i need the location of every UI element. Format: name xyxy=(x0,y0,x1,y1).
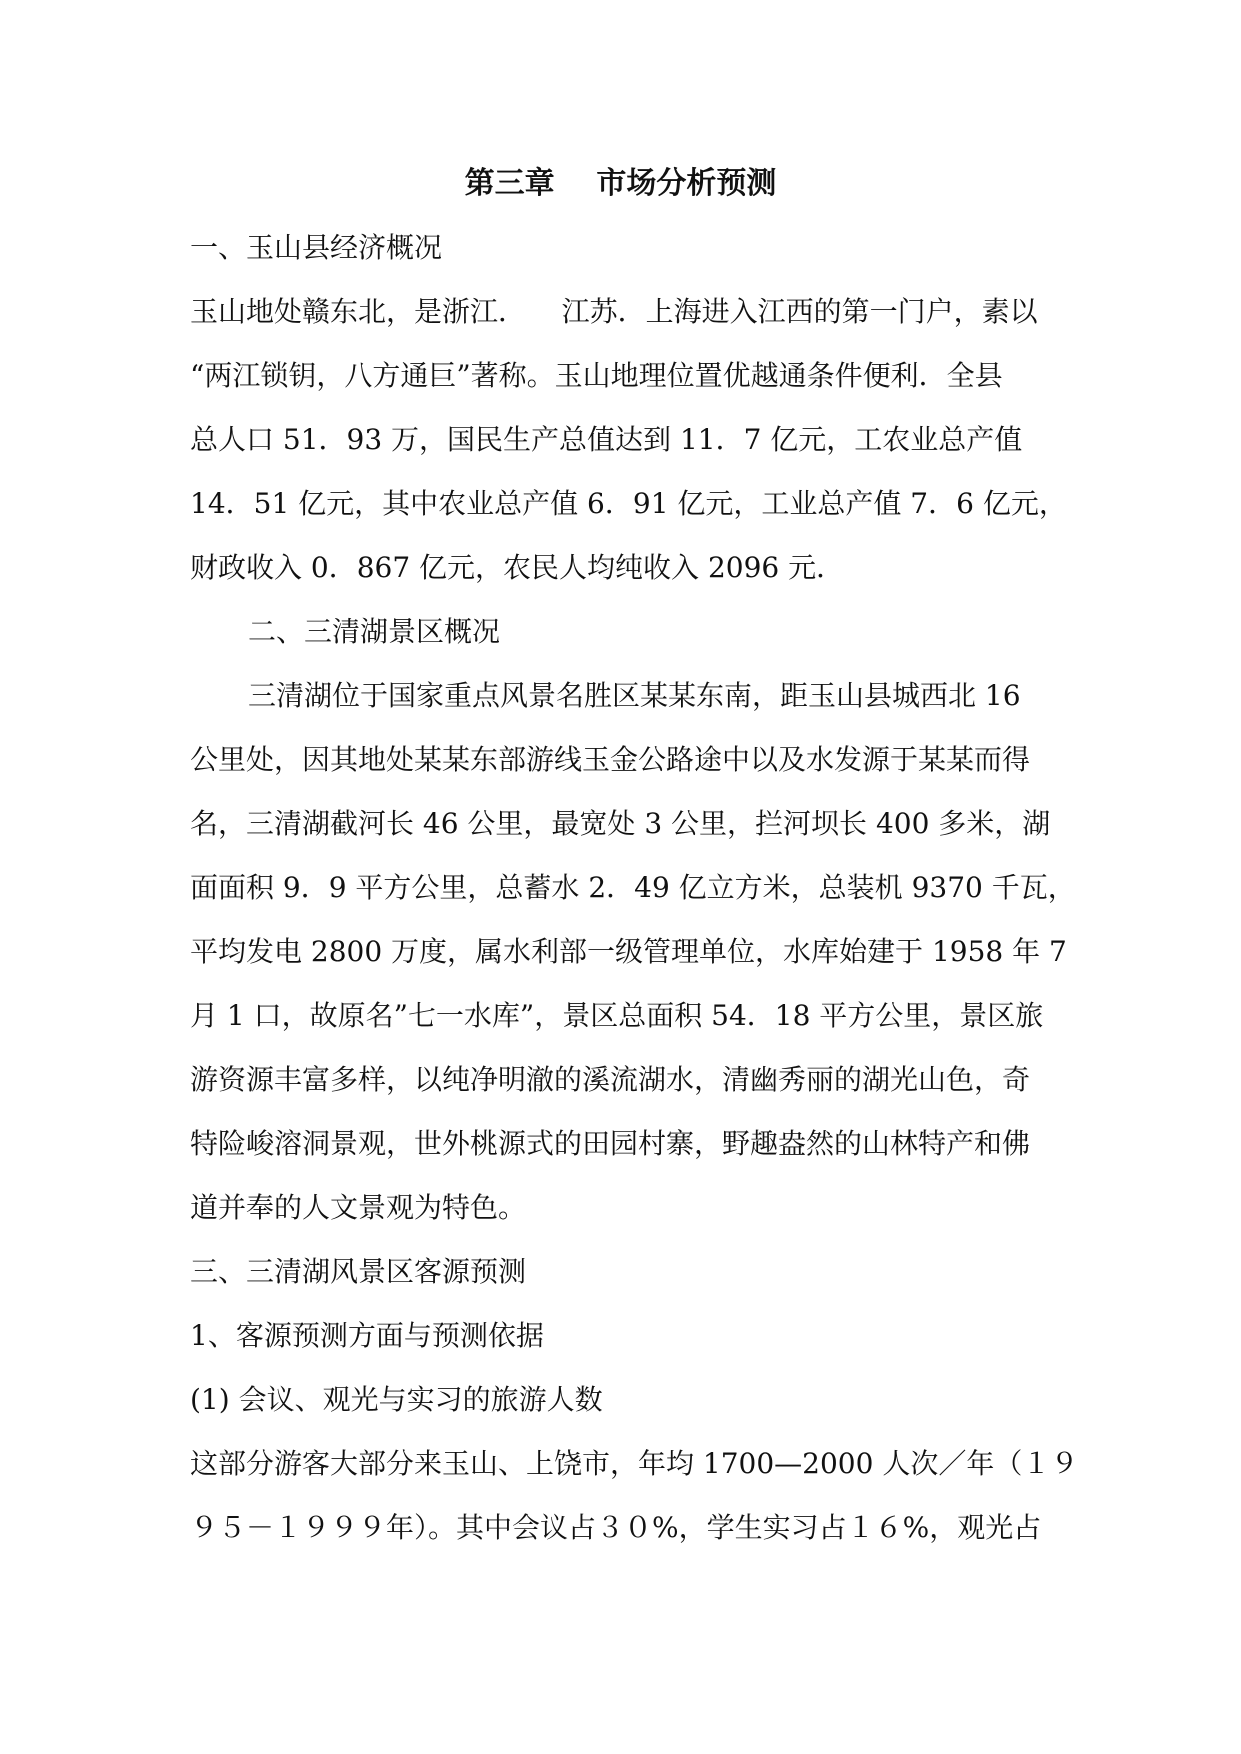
paragraph-line: 平均发电 2800 万度，属水利部一级管理单位，水库始建于 1958 年 7 xyxy=(190,935,1067,968)
section-heading-scenic: 二、三清湖景区概况 xyxy=(248,615,501,648)
paragraph-line: 三清湖位于国家重点风景名胜区某某东南，距玉山县城西北 16 xyxy=(248,679,1021,712)
paragraph-line: “两江锁钥，八方通巨”著称。玉山地理位置优越通条件便利．全县 xyxy=(190,359,1003,392)
chapter-title: 第三章 市场分析预测 xyxy=(464,166,777,201)
paragraph-line: 面面积 9．9 平方公里，总蓄水 2．49 亿立方米，总装机 9370 千瓦， xyxy=(190,871,1076,904)
paragraph-line: 特险峻溶洞景观，世外桃源式的田园村寨，野趣盎然的山林特产和佛 xyxy=(190,1127,1031,1160)
subsection-heading: (1) 会议、观光与实习的旅游人数 xyxy=(190,1383,603,1416)
subsection-heading: 1、客源预测方面与预测依据 xyxy=(190,1319,544,1352)
section-heading-forecast: 三、三清湖风景区客源预测 xyxy=(190,1255,527,1288)
paragraph-line: ９５－１９９９年）。其中会议占３０%，学生实习占１６%，观光占 xyxy=(190,1511,1042,1544)
paragraph-line: 这部分游客大部分来玉山、上饶市，年均 1700—2000 人次／年（１９ xyxy=(190,1447,1079,1480)
paragraph-line: 公里处，因其地处某某东部游线玉金公路途中以及水发源于某某而得 xyxy=(190,743,1031,776)
paragraph-line: 月 1 口，故原名”七一水库”，景区总面积 54．18 平方公里，景区旅 xyxy=(190,999,1044,1032)
paragraph-line: 14．51 亿元，其中农业总产值 6．91 亿元，工业总产值 7．6 亿元， xyxy=(190,487,1067,520)
paragraph-line: 名，三清湖截河长 46 公里，最宽处 3 公里，拦河坝长 400 多米，湖 xyxy=(190,807,1051,840)
paragraph-line: 财政收入 0．867 亿元，农民人均纯收入 2096 元． xyxy=(190,551,845,584)
paragraph-line: 玉山地处赣东北，是浙江． 江苏．上海进入江西的第一门户，素以 xyxy=(190,295,1038,328)
paragraph-line: 道并奉的人文景观为特色。 xyxy=(190,1191,527,1224)
paragraph-line: 游资源丰富多样，以纯净明澈的溪流湖水，清幽秀丽的湖光山色，奇 xyxy=(190,1063,1031,1096)
paragraph-line: 总人口 51．93 万，国民生产总值达到 11．7 亿元，工农业总产值 xyxy=(190,423,1023,456)
section-heading-economy: 一、玉山县经济概况 xyxy=(190,231,443,264)
